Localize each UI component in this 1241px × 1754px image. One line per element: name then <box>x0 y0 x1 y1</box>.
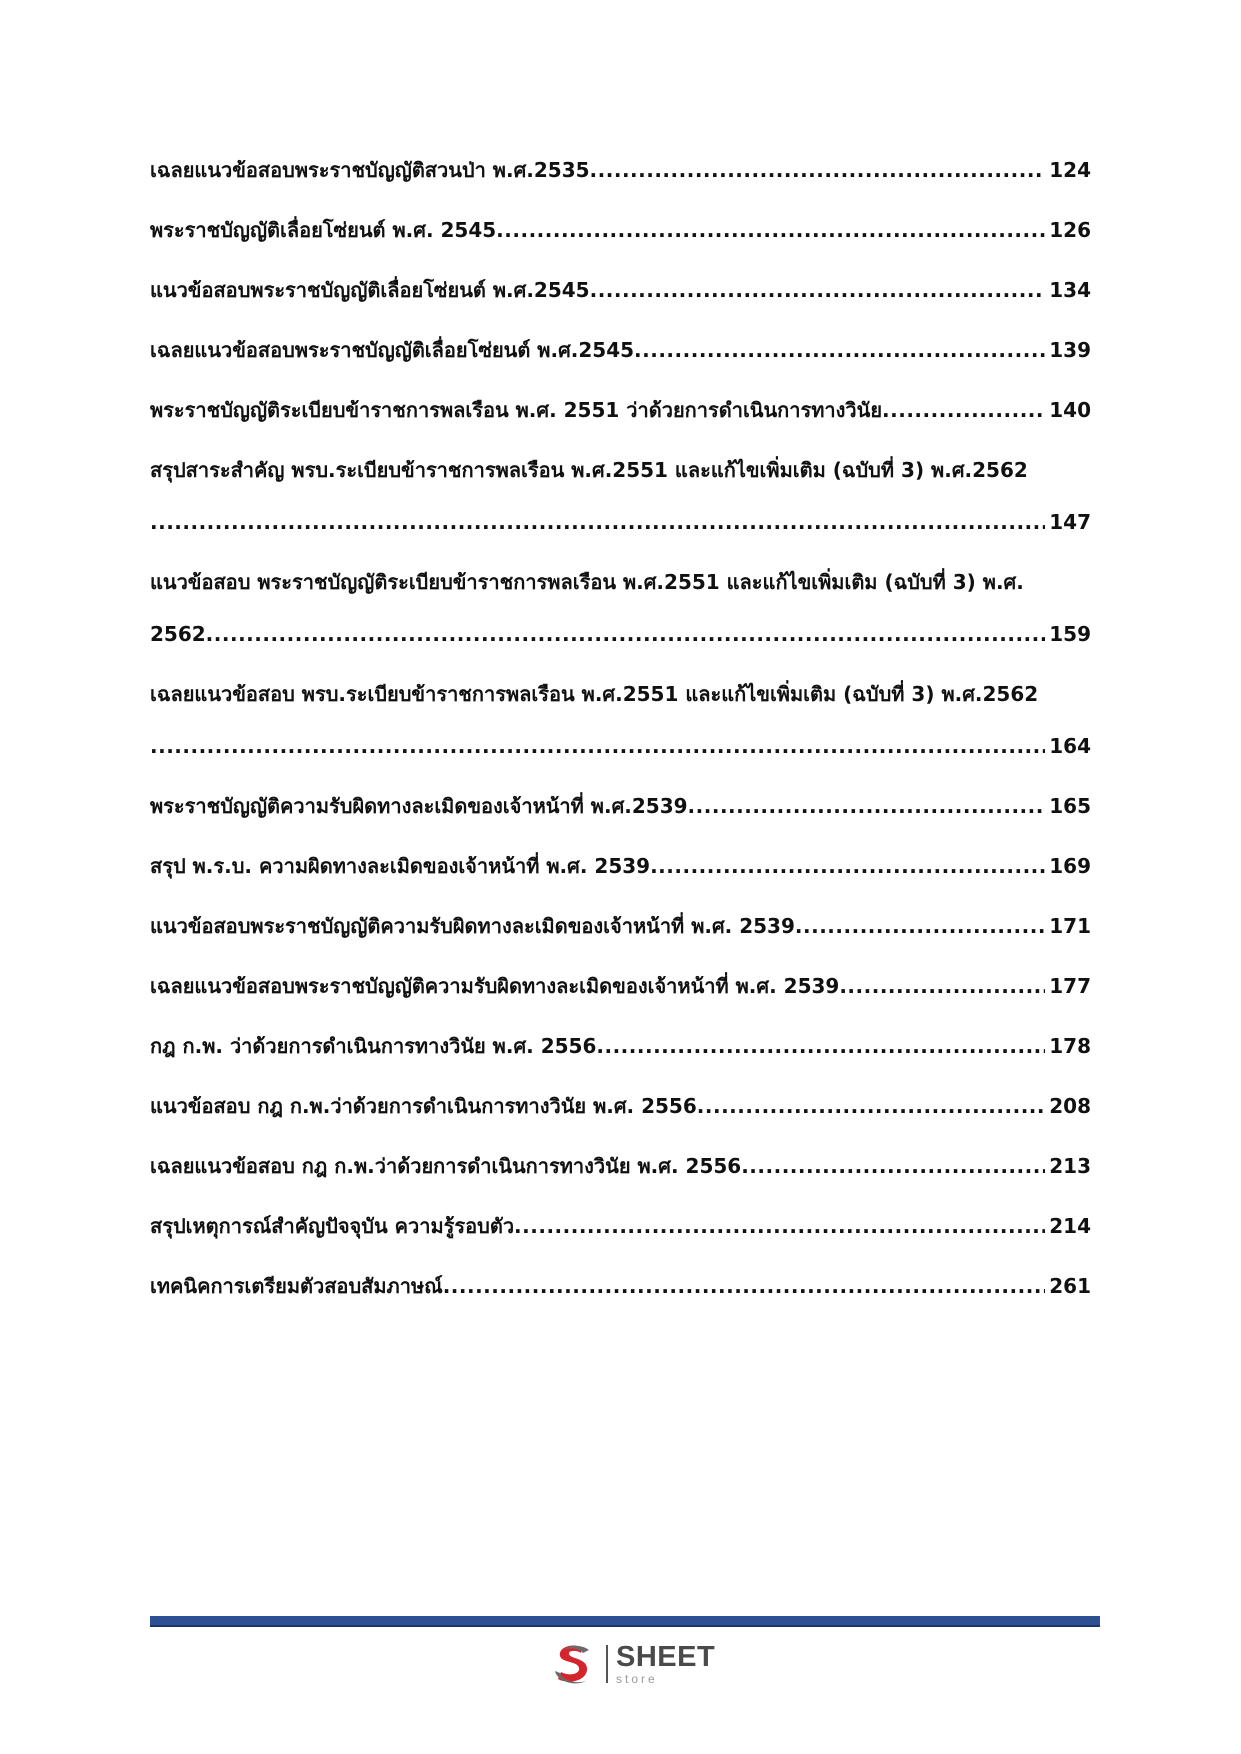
dot-leader <box>590 270 1046 310</box>
toc-entry[interactable] <box>150 1026 1091 1086</box>
toc-entry-title: สรุปสาระสำคัญ พรบ.ระเบียบข้าราชการพลเรือน พ.ศ.2551 และแก้ไขเพิ่มเติม (ฉบับที่ 3) พ.ศ.2562 <box>150 458 1028 482</box>
sheet-store-logo-icon <box>552 1641 598 1687</box>
toc-entry[interactable] <box>150 674 1091 786</box>
dot-leader <box>688 786 1046 826</box>
toc-entry-title: แนวข้อสอบพระราชบัญญัติเลื่อยโซ่ยนต์ พ.ศ.2545 <box>150 278 590 302</box>
toc-entry-title: แนวข้อสอบ กฎ ก.พ.ว่าด้วยการดำเนินการทางวินัย พ.ศ. 2556 <box>150 1094 697 1118</box>
toc-entry-page: 214 <box>1049 1214 1091 1238</box>
toc-entry-title: พระราชบัญญัติความรับผิดทางละเมิดของเจ้าหน้าที่ พ.ศ.2539 <box>150 794 688 818</box>
dot-leader <box>514 1206 1045 1246</box>
toc-entry-title: เทคนิคการเตรียมตัวสอบสัมภาษณ์ <box>150 1274 443 1298</box>
toc-entry-title: แนวข้อสอบพระราชบัญญัติความรับผิดทางละเมิดของเจ้าหน้าที่ พ.ศ. 2539 <box>150 914 795 938</box>
toc-entry[interactable] <box>150 786 1091 846</box>
toc-entry-page: 126 <box>1049 218 1091 242</box>
toc-entry-page: 171 <box>1049 914 1091 938</box>
toc-entry[interactable] <box>150 1206 1091 1266</box>
toc-entry-title-cont: 2562 <box>150 622 206 646</box>
logo-subword: store <box>616 1672 658 1686</box>
dot-leader <box>795 906 1045 946</box>
toc-entry-page: 164 <box>1049 734 1091 758</box>
toc-entry[interactable] <box>150 330 1091 390</box>
sheet-store-logo <box>552 1640 715 1688</box>
dot-leader <box>496 210 1045 250</box>
toc-entry[interactable] <box>150 390 1091 450</box>
toc-entry[interactable] <box>150 1086 1091 1146</box>
dot-leader <box>634 330 1045 370</box>
dot-leader <box>650 846 1045 886</box>
toc-entry[interactable] <box>150 1266 1091 1326</box>
toc-entry[interactable] <box>150 450 1091 562</box>
toc-entry-page: 140 <box>1049 398 1091 422</box>
toc-entry[interactable] <box>150 906 1091 966</box>
dot-leader <box>150 726 1045 766</box>
footer-rule <box>150 1616 1100 1627</box>
dot-leader <box>839 966 1045 1006</box>
toc-entry-title: พระราชบัญญัติเลื่อยโซ่ยนต์ พ.ศ. 2545 <box>150 218 497 242</box>
dot-leader <box>150 502 1045 542</box>
toc-entry-page: 147 <box>1049 510 1091 534</box>
logo-wordmark <box>616 1643 715 1685</box>
toc-entry-page: 165 <box>1049 794 1091 818</box>
logo-word: SHEET <box>616 1641 716 1673</box>
table-of-contents <box>150 150 1091 1326</box>
toc-entry-page: 208 <box>1049 1094 1091 1118</box>
toc-entry-page: 159 <box>1049 622 1091 646</box>
toc-entry[interactable] <box>150 270 1091 330</box>
toc-entry[interactable] <box>150 846 1091 906</box>
toc-entry-page: 213 <box>1049 1154 1091 1178</box>
toc-entry-title: เฉลยแนวข้อสอบพระราชบัญญัติความรับผิดทางละเมิดของเจ้าหน้าที่ พ.ศ. 2539 <box>150 974 840 998</box>
toc-entry[interactable] <box>150 1146 1091 1206</box>
toc-entry[interactable] <box>150 210 1091 270</box>
toc-entry-title: เฉลยแนวข้อสอบ กฎ ก.พ.ว่าด้วยการดำเนินการทางวินัย พ.ศ. 2556 <box>150 1154 742 1178</box>
dot-leader <box>882 390 1045 430</box>
dot-leader <box>443 1266 1046 1306</box>
dot-leader <box>697 1086 1045 1126</box>
toc-entry-page: 134 <box>1049 278 1091 302</box>
toc-entry-page: 169 <box>1049 854 1091 878</box>
toc-entry-title: เฉลยแนวข้อสอบพระราชบัญญัติเลื่อยโซ่ยนต์ พ.ศ.2545 <box>150 338 635 362</box>
toc-entry-page: 177 <box>1049 974 1091 998</box>
toc-entry-page: 261 <box>1049 1274 1091 1298</box>
toc-entry-title: พระราชบัญญัติระเบียบข้าราชการพลเรือน พ.ศ. 2551 ว่าด้วยการดำเนินการทางวินัย <box>150 398 883 422</box>
logo-separator <box>606 1645 608 1683</box>
dot-leader <box>741 1146 1045 1186</box>
toc-entry[interactable] <box>150 562 1091 674</box>
toc-entry-title: เฉลยแนวข้อสอบพระราชบัญญัติสวนป่า พ.ศ.2535 <box>150 158 590 182</box>
toc-entry-page: 178 <box>1049 1034 1091 1058</box>
toc-entry-title: แนวข้อสอบ พระราชบัญญัติระเบียบข้าราชการพลเรือน พ.ศ.2551 และแก้ไขเพิ่มเติม (ฉบับที่ 3) พ.ศ. <box>150 570 1024 594</box>
toc-entry-page: 124 <box>1049 158 1091 182</box>
dot-leader <box>590 150 1046 190</box>
dot-leader <box>206 614 1046 654</box>
toc-entry-title: สรุป พ.ร.บ. ความผิดทางละเมิดของเจ้าหน้าที่ พ.ศ. 2539 <box>150 854 651 878</box>
toc-entry-page: 139 <box>1049 338 1091 362</box>
dot-leader <box>596 1026 1045 1066</box>
toc-entry-title: เฉลยแนวข้อสอบ พรบ.ระเบียบข้าราชการพลเรือน พ.ศ.2551 และแก้ไขเพิ่มเติม (ฉบับที่ 3) พ.ศ.2562 <box>150 682 1039 706</box>
toc-entry-title: กฎ ก.พ. ว่าด้วยการดำเนินการทางวินัย พ.ศ. 2556 <box>150 1034 597 1058</box>
toc-entry[interactable] <box>150 966 1091 1026</box>
toc-entry[interactable] <box>150 150 1091 210</box>
toc-entry-title: สรุปเหตุการณ์สำคัญปัจจุบัน ความรู้รอบตัว <box>150 1214 515 1238</box>
